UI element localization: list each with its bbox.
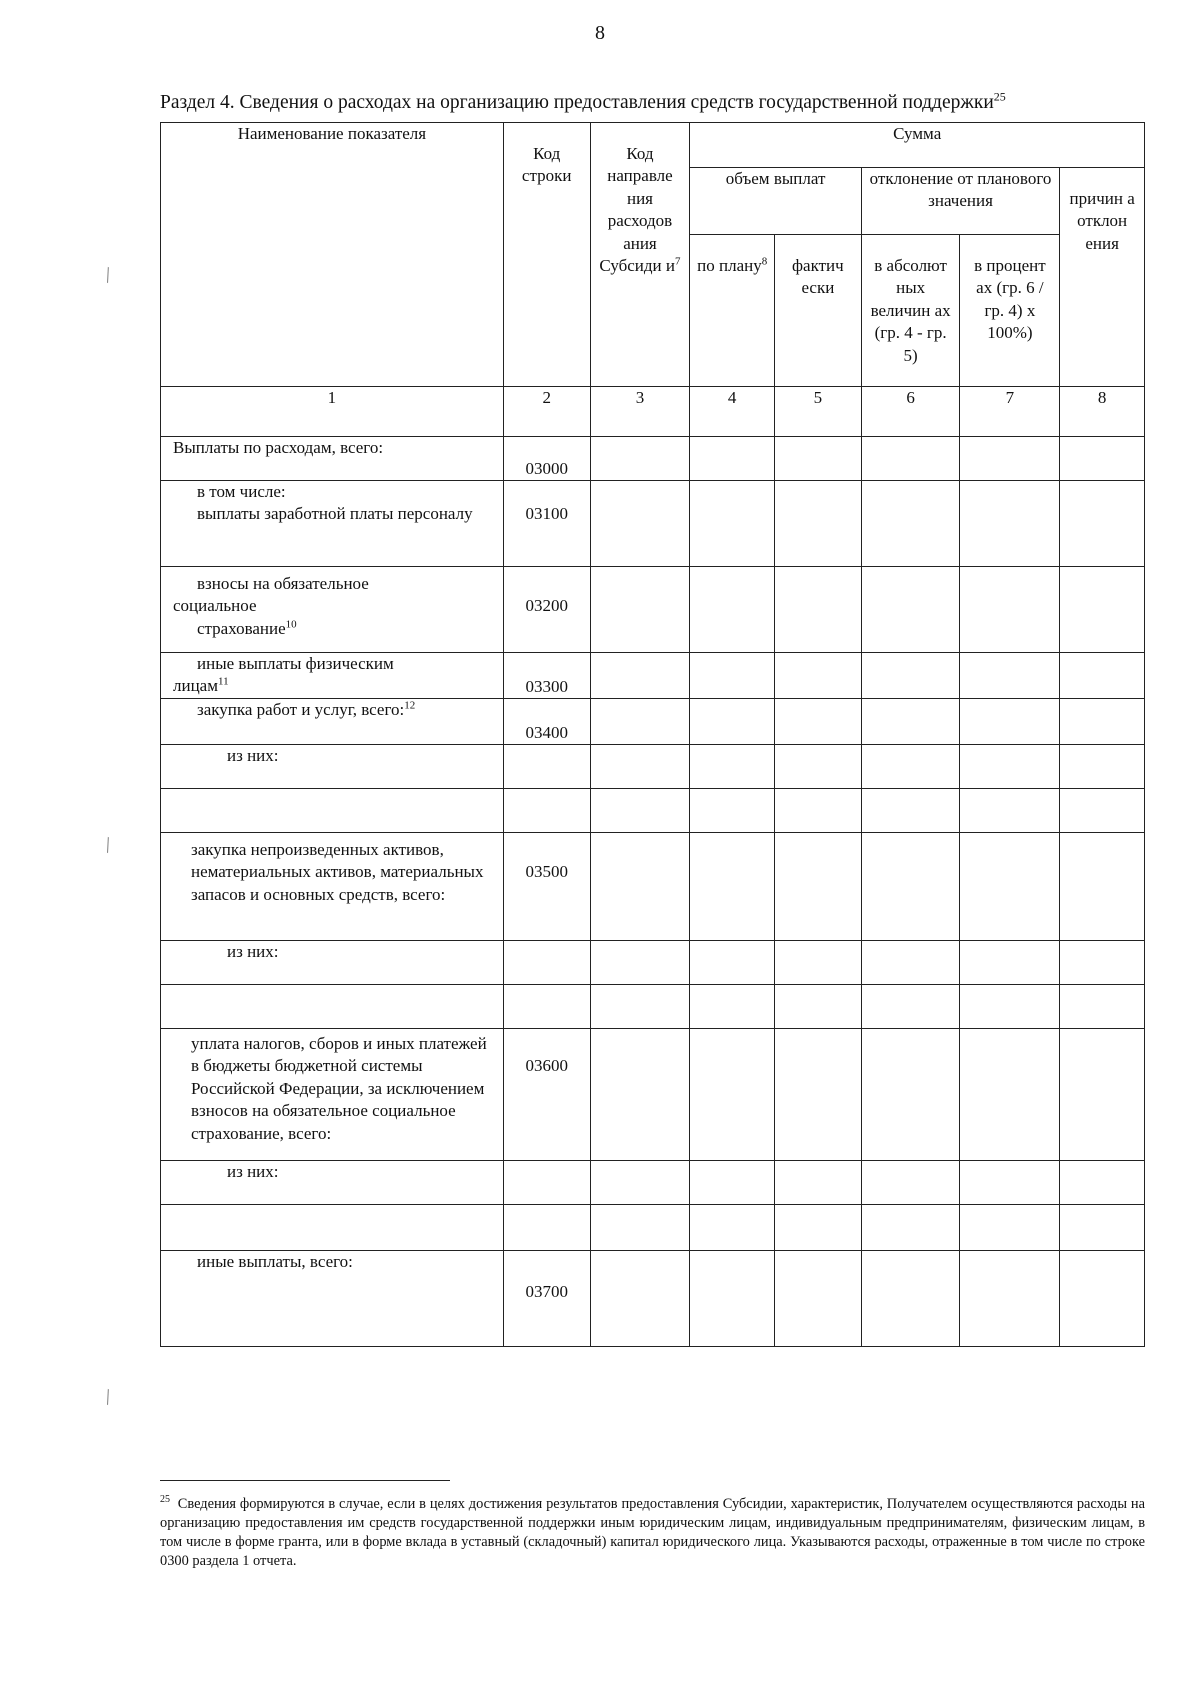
table-row: [161, 699, 1145, 745]
row-name: [161, 1205, 504, 1251]
table-row: [161, 789, 1145, 833]
table-row: [161, 1251, 1145, 1347]
row-name: в том числе: выплаты заработной платы персоналу: [161, 481, 504, 567]
row-code: [503, 1205, 590, 1251]
scan-artifact: ╲: [101, 267, 115, 283]
header-summa: Сумма: [690, 123, 1145, 168]
page-number: 8: [595, 22, 605, 44]
header-deviation: отклонение от планового значения: [861, 168, 1060, 235]
section-title: Раздел 4. Сведения о расходах на организацию предоставления средств государственной поддержки$^{25}$: [160, 89, 1006, 113]
table-row: [161, 833, 1145, 941]
footnote-25: [160, 1495, 1145, 1571]
expenses-table: [160, 122, 1145, 1347]
row-code: 03000: [503, 437, 590, 481]
header-pct-deviation: в процент ах (гр. 6 / гр. 4) х 100%): [960, 235, 1060, 387]
table-row: [161, 941, 1145, 985]
scan-artifact: ╲: [101, 1389, 115, 1405]
row-name: из них:: [161, 941, 504, 985]
footnote-marker: 25: [160, 1494, 170, 1506]
table-row: [161, 437, 1145, 481]
col-num-2: 2: [503, 387, 590, 437]
col-num-6: 6: [861, 387, 960, 437]
row-code: 03700: [503, 1251, 590, 1347]
table-row: [161, 567, 1145, 653]
table-row: [161, 1205, 1145, 1251]
row-code: 03200: [503, 567, 590, 653]
row-code: 03400: [503, 699, 590, 745]
footnote-text: Сведения формируются в случае, если в целях достижения результатов предоставления Субсидии, характеристик, Получателем осуществляются расходы на организацию предоставления им средств государственной поддержки иным юридическим лицам, индивидуальным предпринимателям, физическим лицам, в том числе в форме гранта, или в форме вклада в уставный (складочный) капитал юридического лица. Указываются расходы, отраженные в том числе по строке 0300 раздела 1 отчета.: [160, 1496, 1146, 1570]
row-name: уплата налогов, сборов и иных платежей в бюджеты бюджетной системы Российской Федерации, за исключением взносов на обязательное социальное страхование, всего:: [161, 1029, 504, 1161]
row-code: 03500: [503, 833, 590, 941]
col-num-4: 4: [690, 387, 775, 437]
row-name: [161, 789, 504, 833]
row-name: из них:: [161, 745, 504, 789]
col-num-7: 7: [960, 387, 1060, 437]
col-num-1: 1: [161, 387, 504, 437]
row-name: [161, 985, 504, 1029]
footnote-divider: [160, 1480, 450, 1481]
table-row: [161, 1161, 1145, 1205]
table-row: [161, 745, 1145, 789]
header-plan: по плану$^8$: [690, 235, 775, 387]
row-code: [503, 1161, 590, 1205]
col-num-8: 8: [1060, 387, 1145, 437]
header-actual: фактич ески: [774, 235, 861, 387]
header-volume: объем выплат: [690, 168, 861, 235]
table-row: [161, 653, 1145, 699]
row-code: 03100: [503, 481, 590, 567]
row-code: [503, 941, 590, 985]
table-row: [161, 481, 1145, 567]
col-num-5: 5: [774, 387, 861, 437]
row-name: из них:: [161, 1161, 504, 1205]
row-name: Выплаты по расходам, всего:: [161, 437, 504, 481]
row-code: 03300: [503, 653, 590, 699]
row-name: закупка работ и услуг, всего:$^{12}$: [161, 699, 504, 745]
header-name: Наименование показателя: [161, 123, 504, 387]
header-reason: причин а отклон ения: [1060, 168, 1145, 387]
row-code: [503, 789, 590, 833]
row-name: закупка непроизведенных активов, нематериальных активов, материальных запасов и основных средств, всего:: [161, 833, 504, 941]
header-abs-deviation: в абсолют ных величин ах (гр. 4 - гр. 5): [861, 235, 960, 387]
section-title-footnote-ref: 25: [993, 89, 1006, 104]
header-code-line: Код строки: [503, 123, 590, 387]
row-code: 03600: [503, 1029, 590, 1161]
column-numbers-row: [161, 387, 1145, 437]
row-code: [503, 985, 590, 1029]
header-code-direction: Код направле ния расходов ания Субсиди $и^7$: [590, 123, 690, 387]
table-row: [161, 1029, 1145, 1161]
col-num-3: 3: [590, 387, 690, 437]
row-code: [503, 745, 590, 789]
scan-artifact: ╲: [101, 837, 115, 853]
row-name: иные выплаты, всего:: [161, 1251, 504, 1347]
table-row: [161, 985, 1145, 1029]
row-name: иные выплаты физическим лицам$^{11}$: [161, 653, 504, 699]
header-row-1: [161, 123, 1145, 168]
row-name: взносы на обязательное социальное страхование$^{10}$: [161, 567, 504, 653]
